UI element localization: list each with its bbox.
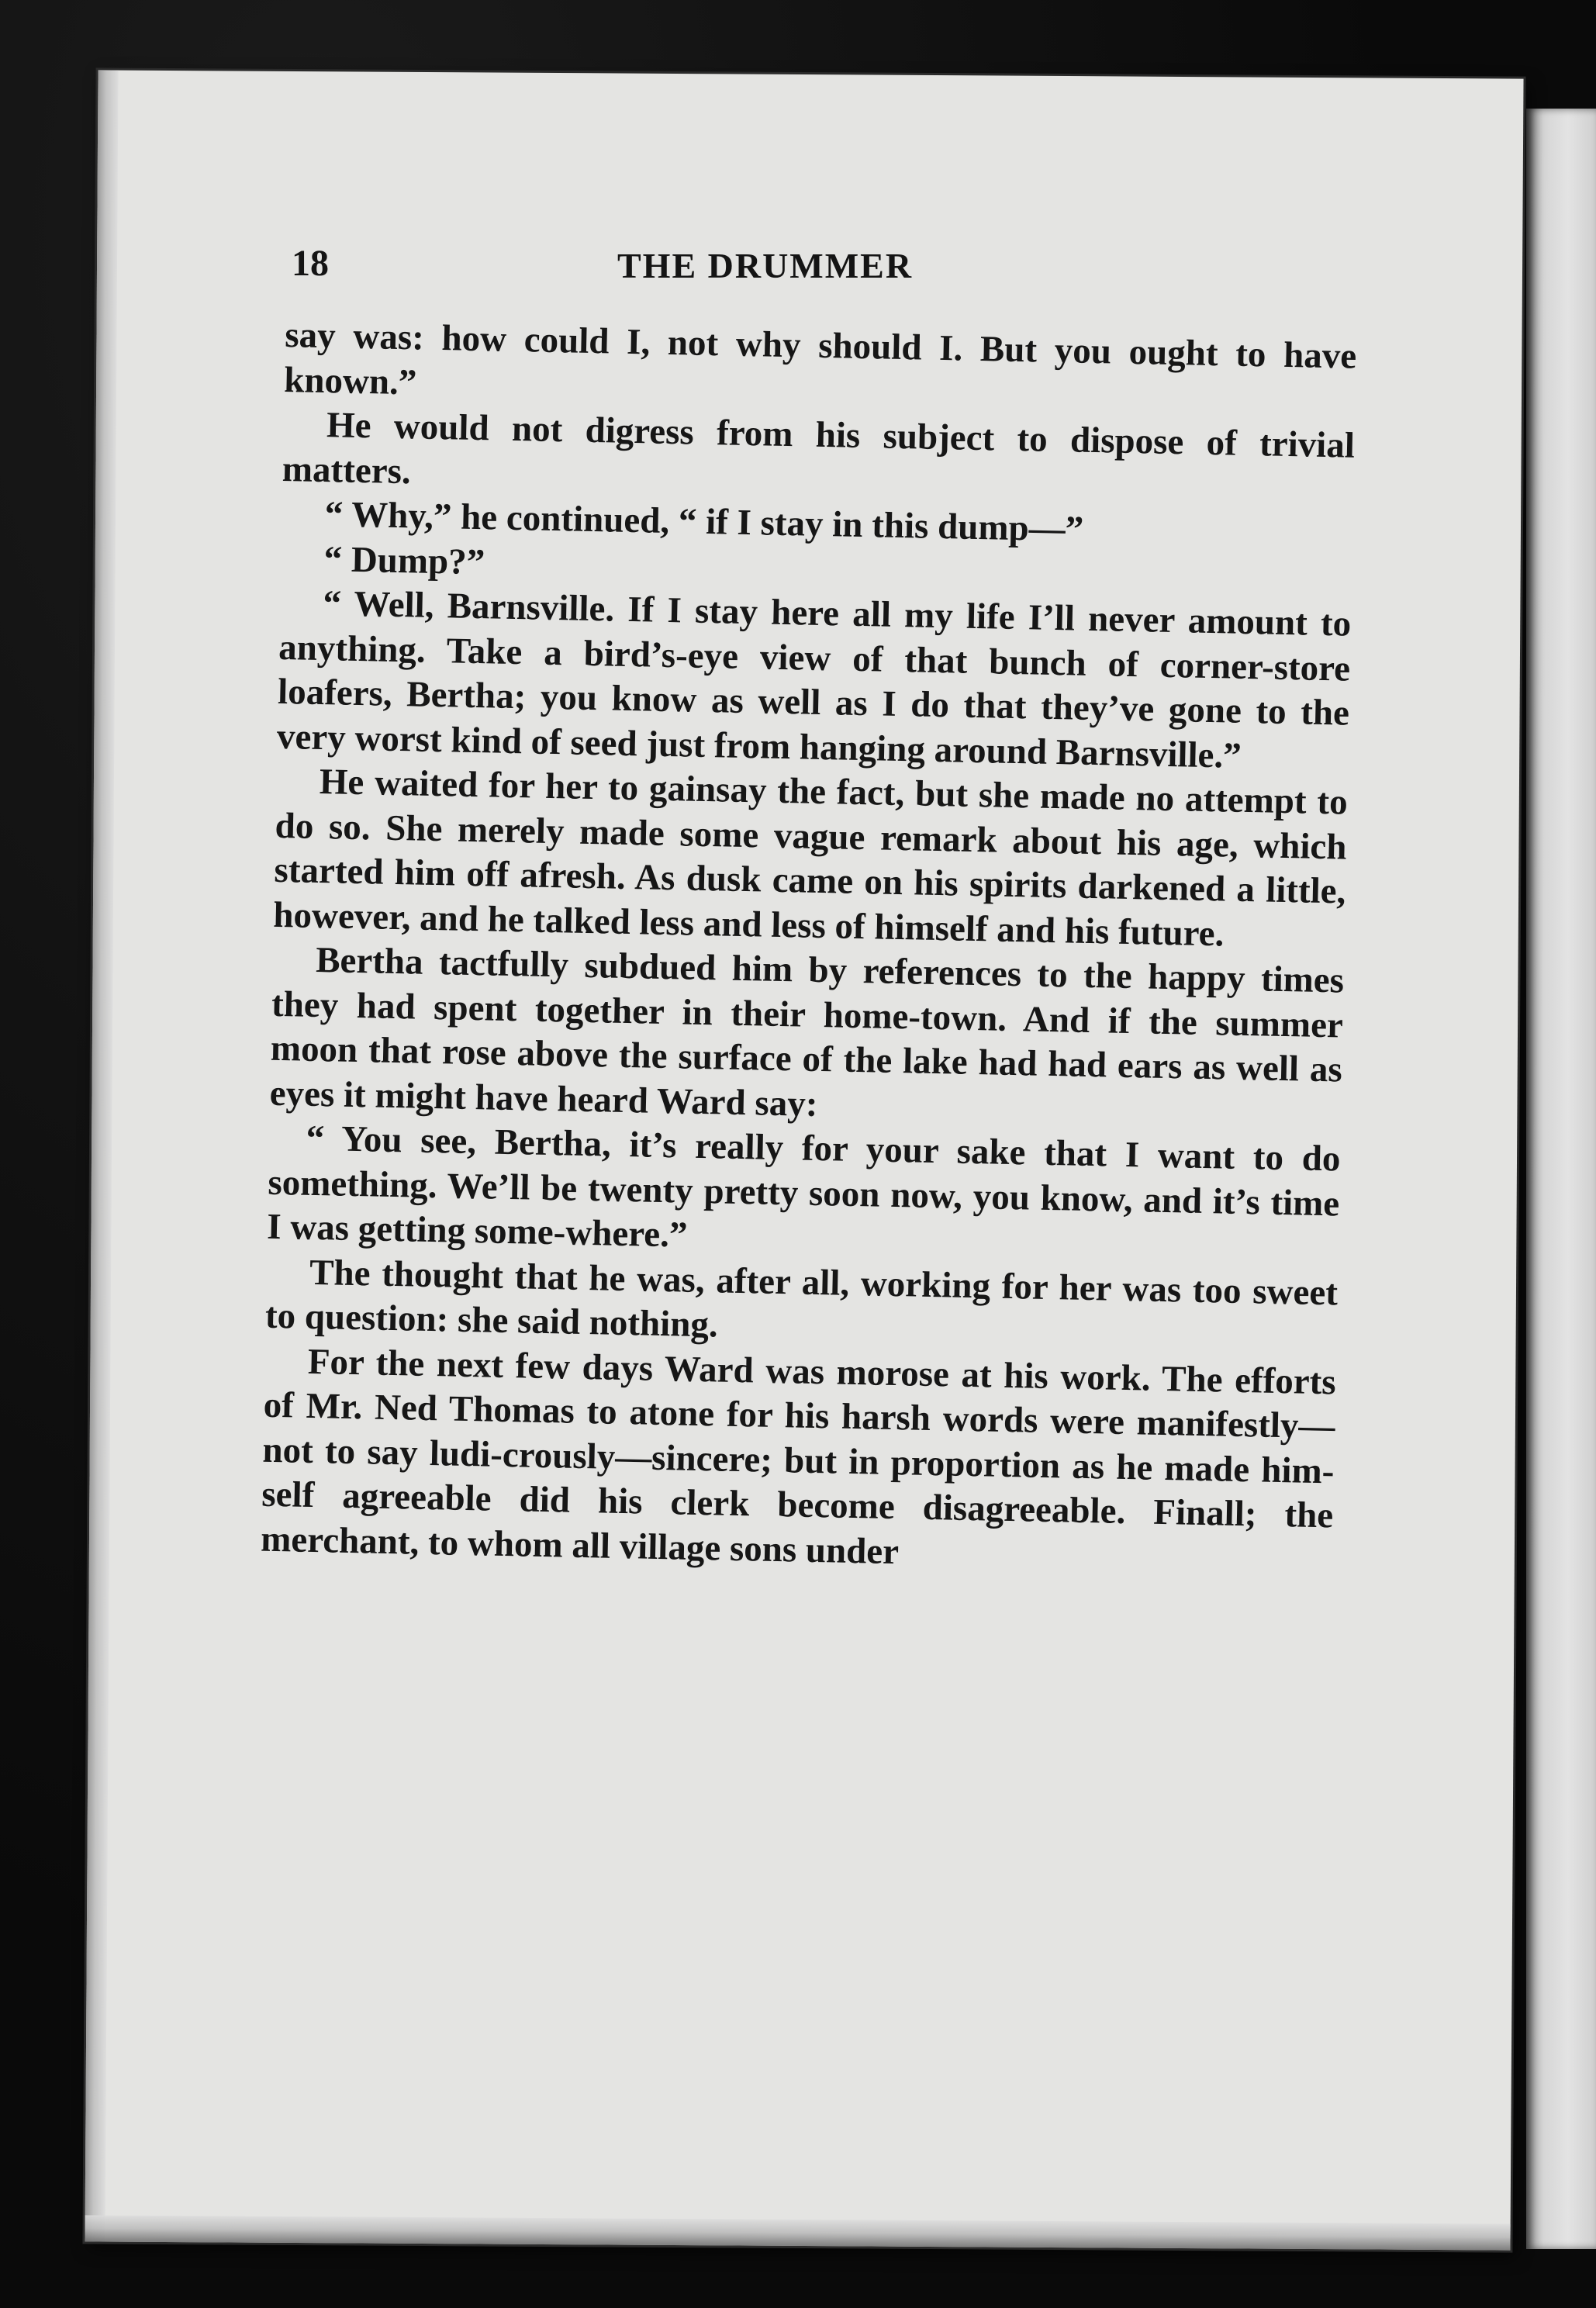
paragraph: He waited for her to gainsay the fact, but she made no attempt to do so. She merely made some vague remark about his age, which started him off afresh. As dusk came on his spirits darkened a little, however, and he talked less and less of himself and his future. bbox=[272, 762, 1349, 954]
body-text bbox=[261, 313, 1357, 1583]
next-page-edge bbox=[1526, 109, 1596, 2249]
paragraph: “ Why,” he continued, “ if I stay in this dump—” bbox=[324, 494, 1084, 550]
paragraph: say was: how could I, not why should I. But you ought to have known.” bbox=[283, 314, 1357, 403]
paragraph: The thought that he was, after all, working for her was too sweet to question: she said nothing. bbox=[264, 1252, 1339, 1346]
paragraph: “ Dump?” bbox=[323, 538, 485, 582]
paragraph: “ Well, Barnsville. If I stay here all my life I’ll never amount to anything. Take a bird’s-eye view of that bunch of corner-store loafers, Bertha; you know as well as I do that they’ve gone to the very worst kind of seed just from hanging around Barnsville.” bbox=[276, 583, 1352, 776]
book-title: THE DRUMMER bbox=[617, 246, 914, 285]
page-number: 18 bbox=[292, 243, 329, 284]
paragraph: He would not digress from his subject to dispose of trivial matters. bbox=[282, 405, 1356, 492]
paragraph: “ You see, Bertha, it’s really for your sake that I want to do something. We’ll be twenty pretty soon now, you know, and it’s time I was getting some-where.” bbox=[266, 1118, 1341, 1256]
running-head bbox=[292, 242, 1362, 304]
paragraph: Bertha tactfully subdued him by references to the happy times they had spent together in their home-town. And if the summer moon that rose above the surface of the lake had had ears as well as eyes it might have heard Ward say: bbox=[269, 939, 1345, 1125]
paragraph: For the next few days Ward was morose at his work. The efforts of Mr. Ned Thomas to atone for his harsh words were manifestly—not to say ludi-crously—sincere; but in proportion as he made him-self agreeable did his clerk become disagreeable. Finall; the merchant, to whom all village sons under bbox=[260, 1341, 1337, 1572]
